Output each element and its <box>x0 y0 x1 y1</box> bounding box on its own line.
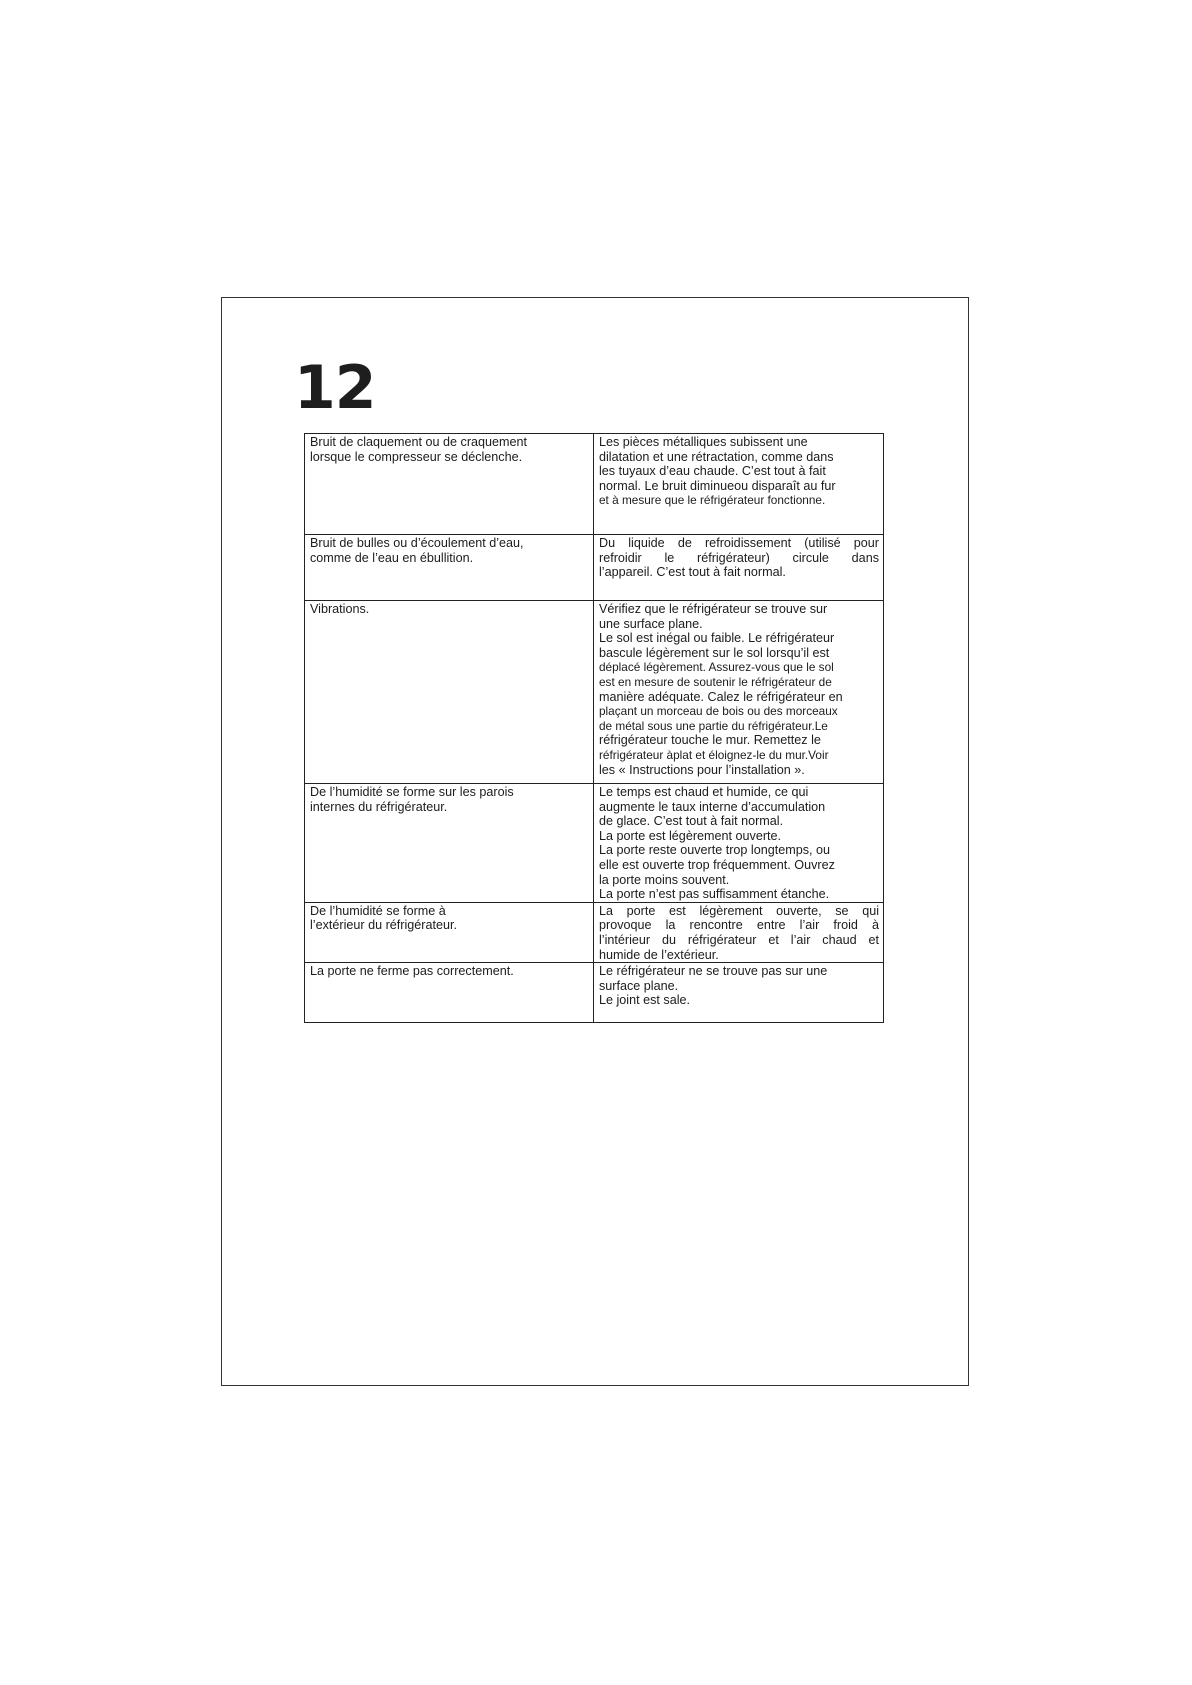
problem-cell <box>305 963 594 1023</box>
cause-line: elle est ouverte trop fréquemment. Ouvrez <box>599 857 835 872</box>
cause-line: surface plane. <box>599 978 679 993</box>
table-row <box>305 434 884 535</box>
cause-line: Le temps est chaud et humide, ce qui <box>599 785 809 799</box>
cause-line: normal. Le bruit diminueou disparaît au fur <box>599 478 836 493</box>
problem-cell <box>305 601 594 784</box>
table-row <box>305 902 884 962</box>
problem-line: De l’humidité se forme sur les parois <box>310 785 514 799</box>
problem-line: De l’humidité se forme à <box>310 903 446 918</box>
cause-line: manière adéquate. Calez le réfrigérateur en <box>599 689 843 704</box>
problem-line: lorsque le compresseur se déclenche. <box>310 449 523 464</box>
cause-line: de glace. C’est tout à fait normal. <box>599 814 784 829</box>
cause-line: provoque la rencontre entre l’air froid à <box>599 918 879 933</box>
problem-line: comme de l’eau en ébullition. <box>310 550 474 565</box>
cause-line: et à mesure que le réfrigérateur fonctionne. <box>599 493 826 508</box>
cause-line: Le joint est sale. <box>599 993 691 1008</box>
cause-line: réfrigérateur àplat et éloignez-le du mur.Voir <box>599 747 829 762</box>
table-row <box>305 963 884 1023</box>
problem-line: La porte ne ferme pas correctement. <box>310 964 514 979</box>
problem-line: Bruit de bulles ou d’écoulement d’eau, <box>310 536 524 550</box>
cause-line: La porte est légèrement ouverte, se qui <box>599 903 879 918</box>
cause-line: de métal sous une partie du réfrigérateur.Le <box>599 718 828 733</box>
problem-cell <box>305 535 594 601</box>
problem-line: l’extérieur du réfrigérateur. <box>310 918 457 933</box>
table-row <box>305 784 884 903</box>
cause-line: Le réfrigérateur ne se trouve pas sur une <box>599 964 828 979</box>
cause-line: refroidir le réfrigérateur) circule dans <box>599 550 879 565</box>
cause-line: Les pièces métalliques subissent une <box>599 435 808 449</box>
cause-cell <box>594 963 884 1023</box>
cause-line: Le sol est inégal ou faible. Le réfrigérateur <box>599 631 835 646</box>
cause-line: Du liquide de refroidissement (utilisé pour <box>599 536 879 550</box>
cause-line: dilatation et une rétractation, comme dans <box>599 449 834 464</box>
cause-cell <box>594 902 884 962</box>
problem-line: internes du réfrigérateur. <box>310 799 448 814</box>
cause-line: une surface plane. <box>599 616 703 631</box>
problem-cell <box>305 434 594 535</box>
cause-line: les « Instructions pour l’installation ». <box>599 762 805 777</box>
cause-line: réfrigérateur touche le mur. Remettez le <box>599 733 821 748</box>
table-row <box>305 601 884 784</box>
cause-line: Vérifiez que le réfrigérateur se trouve sur <box>599 602 828 616</box>
page-number: 12 <box>294 353 376 423</box>
cause-line: bascule légèrement sur le sol lorsqu’il est <box>599 645 830 660</box>
troubleshooting-table <box>304 433 884 1023</box>
cause-line: est en mesure de soutenir le réfrigérateur de <box>599 674 832 689</box>
cause-line: la porte moins souvent. <box>599 872 730 887</box>
cause-line: plaçant un morceau de bois ou des morceaux <box>599 704 838 719</box>
problem-cell <box>305 784 594 903</box>
cause-line: augmente le taux interne d’accumulation <box>599 799 826 814</box>
cause-line: déplacé légèrement. Assurez-vous que le sol <box>599 660 834 675</box>
cause-line: La porte est légèrement ouverte. <box>599 828 782 843</box>
problem-line: Vibrations. <box>310 602 370 616</box>
problem-cell <box>305 902 594 962</box>
cause-cell <box>594 784 884 903</box>
cause-cell <box>594 601 884 784</box>
problem-line: Bruit de claquement ou de craquement <box>310 435 528 449</box>
table-row <box>305 535 884 601</box>
cause-line: humide de l’extérieur. <box>599 947 719 962</box>
cause-cell <box>594 535 884 601</box>
cause-line: l’appareil. C’est tout à fait normal. <box>599 565 786 580</box>
cause-line: l’intérieur du réfrigérateur et l’air chaud et <box>599 932 879 947</box>
cause-line: les tuyaux d’eau chaude. C’est tout à fait <box>599 464 826 479</box>
cause-cell <box>594 434 884 535</box>
cause-line: La porte reste ouverte trop longtemps, ou <box>599 843 831 858</box>
cause-line: La porte n’est pas suffisamment étanche. <box>599 887 830 902</box>
